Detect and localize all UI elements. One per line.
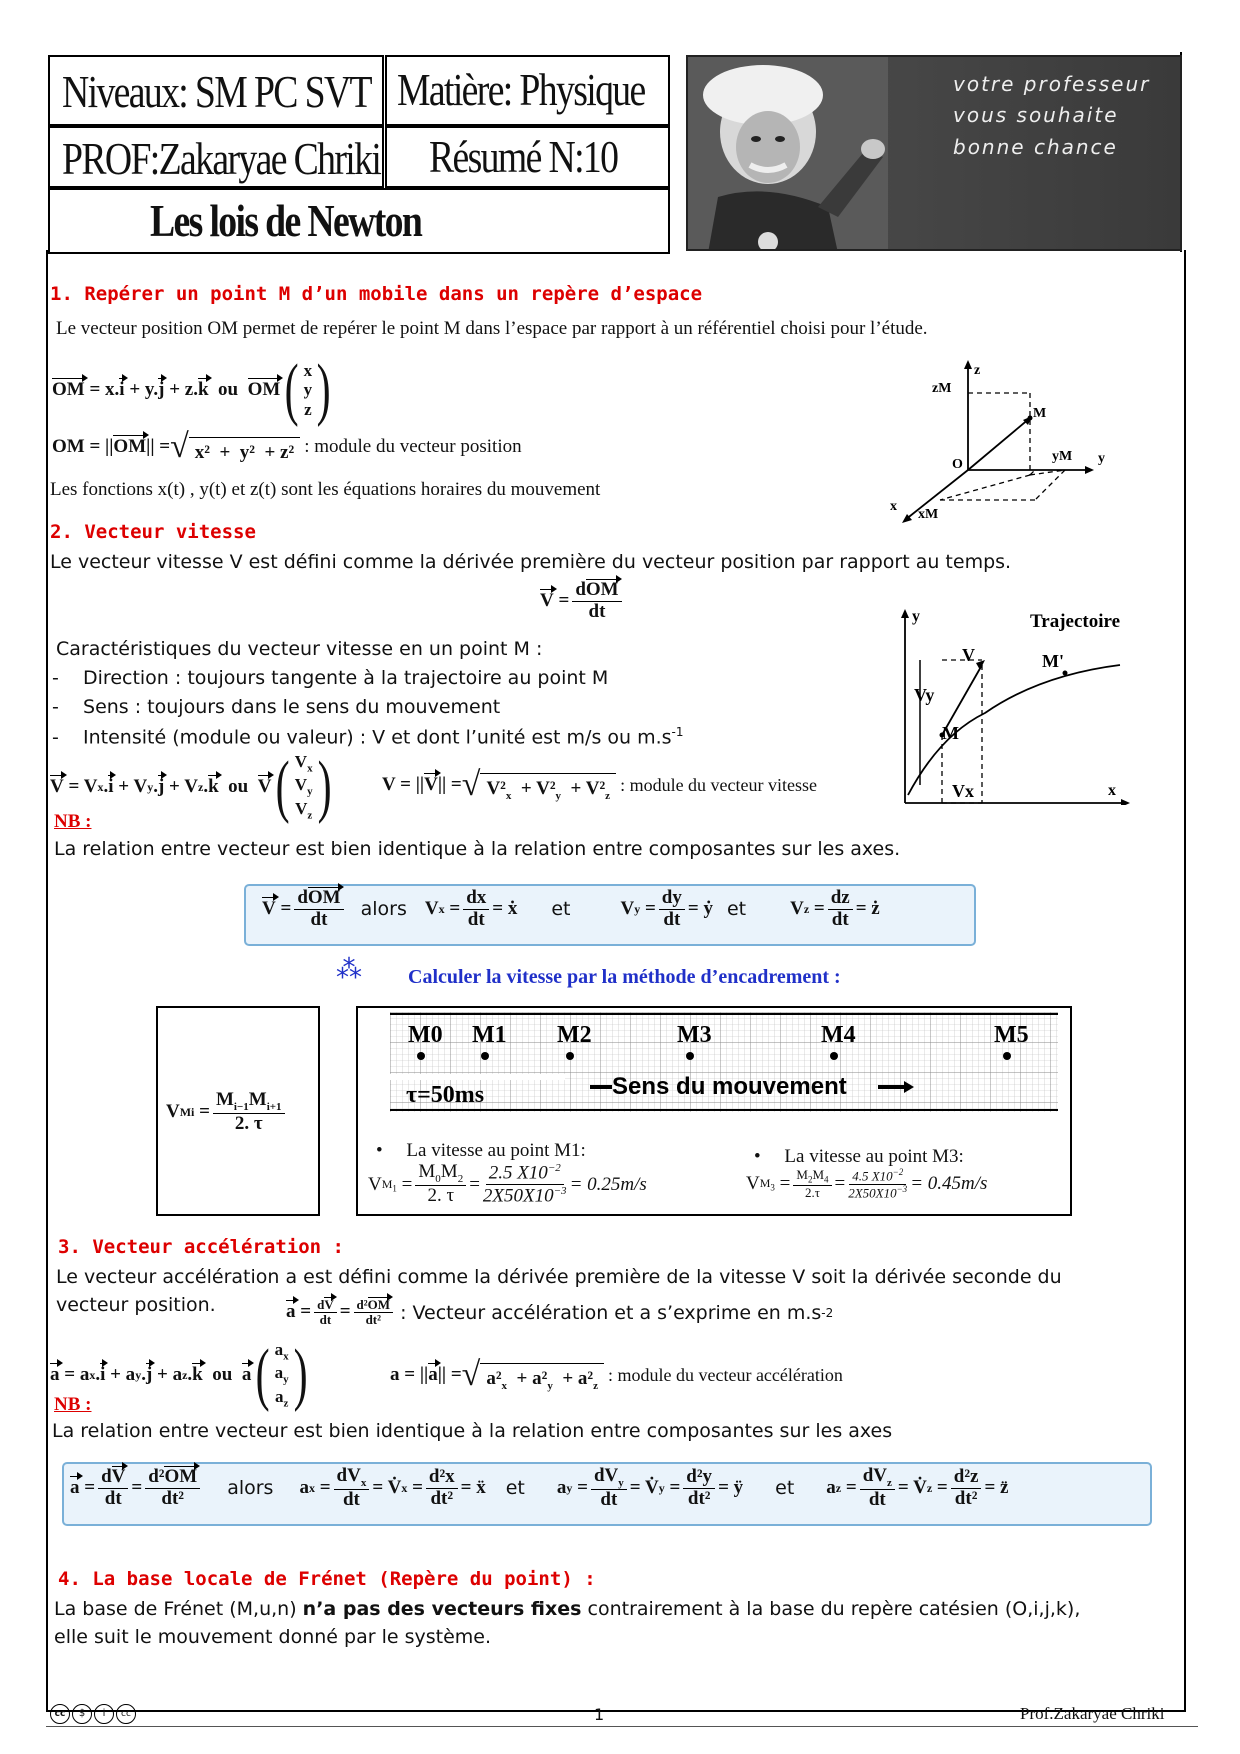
v-modulus: V = ||V|| = √ $V^2_x + V^2_y + V^2_z$ : module du vecteur vitesse [382, 766, 818, 803]
caracteristiques-intro: Caractéristiques du vecteur vitesse en un point M : [56, 638, 543, 660]
frenet-line-1b: n’a pas des vecteurs fixes [302, 1598, 582, 1620]
v3-label: • La vitesse au point M3: [754, 1146, 964, 1167]
om-decomposition: OM = x. i + y. j + z. k ou OM ( x y z ) [52, 351, 331, 428]
asterism-icon: ⁂ [336, 955, 362, 985]
section-4-heading: 4. La base locale de Frénet (Repère du point) : [58, 1568, 596, 1590]
section-1-heading: 1. Repérer un point M d’un mobile dans un repère d’espace [50, 283, 703, 305]
graph-mprime-label: M' [1042, 651, 1064, 671]
section-3-def-2: vecteur position. [56, 1294, 216, 1316]
v3-label-text: La vitesse au point M3: [784, 1146, 964, 1167]
a-derivative-formula: a = $\frac{dV}{dt}$ = $\frac{\text{d²OM}}{\text{dt²}}$ : Vecteur accélération et a s’exprime en m.s -2 [286, 1297, 834, 1328]
section-3-heading: 3. Vecteur accélération : [58, 1236, 344, 1258]
point-m3: M3 [677, 1022, 712, 1048]
header-title-cell [48, 188, 670, 254]
point-m2: M2 [557, 1022, 592, 1048]
frenet-line-1a: La base de Frénet (M,u,n) [54, 1598, 303, 1620]
bullet-sens: - Sens : toujours dans le sens du mouvement [52, 696, 501, 718]
velocity-trajectory-graph [890, 605, 1130, 805]
et-label-4: et [775, 1477, 795, 1500]
relation-text-1: La relation entre vecteur est bien identique à la relation entre composantes sur les axes. [54, 838, 901, 860]
sens-label: Sens du mouvement [612, 1073, 847, 1100]
bullet-sens-text: Sens : toujours dans le sens du mouvement [83, 696, 501, 718]
prof-label: PROF:Zakaryae Chriki [62, 133, 381, 184]
et-label-1: et [551, 898, 571, 921]
v1-result: = 0.25m/s [569, 1173, 647, 1195]
om-modulus-text: : module du vecteur position [304, 436, 522, 457]
bullet-intensite: - Intensité (module ou valeur) : V et dont l’unité est m/s ou $m.s^{-1}$ [52, 725, 684, 749]
relation-text-2: La relation entre vecteur est bien identique à la relation entre composantes sur les axes [52, 1420, 893, 1442]
banner-line-2: vous souhaite [953, 103, 1119, 127]
graph-vy-label: Vy [914, 685, 935, 705]
point-m-label: M [1033, 406, 1047, 421]
v3-formula: V $M_3$ = $\frac{M_2M_4}{2.\tau}$ = $\frac{4.5 X10^{-2}}{2X50X10^{-3}}$ = 0.45m/s [746, 1167, 988, 1201]
velocity-components-formula: V = $\frac{\text{dOM}}{dt}$ alors V x = $\frac{dx}{dt}$ = ẋ et V y = $\frac{dy}{dt}$ = ẏ et V z = $\frac{dz}{dt}$ = ż [262, 887, 880, 930]
v3-result: = 0.45m/s [910, 1173, 988, 1195]
v3-numerator: 4.5 X10 [852, 1168, 893, 1184]
repere-3d-diagram [880, 360, 1120, 530]
chronophotography-strip [390, 1012, 1058, 1112]
a-modulus-text: : module du vecteur accélération [607, 1364, 843, 1385]
acceleration-components-formula: a = $\frac{dV}{dt}$ = $\frac{\text{d²OM}}{\text{dt²}}$ alors a x = $\frac{dV_x}{dt}$ = V̇ x = $\frac{\text{d²x}}{\text{dt²}}$ = ẍ et a y = $\frac{dV_y}{dt}$ = V̇ y = $\frac{\text{d²y}}{\text{dt²}}$ = ÿ et a z = $\frac{dV_z}{dt}$ = V̇ z = $\frac{\text{d²z}}{\text{dt²}}$ = z̈ [70, 1465, 1009, 1510]
graph-y-label: y [912, 608, 920, 625]
origin-o-label: O [952, 457, 963, 472]
nb-label-1: NB : [54, 811, 92, 832]
chalkboard-banner [686, 55, 1182, 251]
nb-label-2: NB : [54, 1394, 92, 1415]
v-modulus-text: : module du vecteur vitesse [620, 774, 818, 795]
section-2-definition: Le vecteur vitesse V est défini comme la dérivée première du vecteur position par rapport au temps. [50, 551, 1012, 573]
header-resume-cell [385, 126, 670, 188]
page-title: Les lois de Newton [150, 195, 422, 246]
header-prof-cell [48, 126, 384, 188]
point-m1: M1 [472, 1022, 507, 1048]
section-4-line-2: elle suit le mouvement donné par le système. [54, 1626, 492, 1648]
trajectoire-label: Trajectoire [1030, 611, 1121, 632]
frenet-line-1c: contrairement à la base du repère catésien (O,i,j,k), [581, 1598, 1081, 1620]
section-2-heading: 2. Vecteur vitesse [50, 521, 256, 543]
niveaux-label: Niveaux: SM PC SVT [62, 66, 371, 117]
section-1-intro: Le vecteur position OM permet de repérer le point M dans l’espace par rapport à un référentiel choisi pour l’étude. [56, 318, 928, 339]
ym-label: yM [1052, 449, 1073, 464]
a-decomposition: a = a x . i + a y . j + a z . k ou a ( $a_x$ $a_y$ $a_z$ ) [50, 1336, 308, 1413]
footer-rule [46, 1726, 1198, 1727]
v-decomposition: V = V x . i + V y . j + V z . k ou V ( $V_x$ $V_y$ $V_z$ ) [50, 748, 332, 825]
et-label-2: et [726, 898, 747, 921]
point-m5: M5 [994, 1022, 1029, 1048]
header-niveaux-cell [48, 55, 384, 126]
alors-label-2: alors [227, 1477, 274, 1500]
point-m4: M4 [821, 1022, 856, 1048]
xm-label: xM [918, 507, 939, 522]
bullet-intensite-text: Intensité (module ou valeur) : V et dont l’unité est m/s ou m.s [83, 726, 672, 749]
om-modulus: OM = ||OM|| = √ x² + y² + z² : module du vecteur position [52, 428, 522, 465]
axis-y-label: y [1098, 451, 1105, 466]
encadrement-title: Calculer la vitesse par la méthode d’encadrement : [408, 966, 841, 988]
v3-denominator: 2X50X10 [848, 1185, 897, 1201]
vmi-formula: V Mi = $\frac{M_{i-1}M_{i+1}}{2. \tau}$ [166, 1090, 288, 1135]
et-label-3: et [505, 1477, 525, 1500]
section-3-def-1: Le vecteur accélération a est défini comme la dérivée première de la vitesse V soit la dérivée seconde du [56, 1266, 1062, 1288]
matiere-label: Matière: Physique [397, 64, 645, 115]
a-unit-text: : Vecteur accélération et a s’exprime en m.s [400, 1301, 822, 1324]
graph-x-label: x [1108, 782, 1116, 799]
v-equals-dom-dt: V = $\frac{\text{dOM}}{dt}$ [540, 580, 625, 623]
v1-numerator: 2.5 X10 [488, 1162, 548, 1184]
page-number: 1 [594, 1705, 605, 1724]
v1-label-text: La vitesse au point M1: [406, 1140, 586, 1161]
bullet-direction: - Direction : toujours tangente à la trajectoire au point M [52, 667, 609, 689]
axis-z-label: z [974, 363, 981, 378]
graph-vx-label: Vx [952, 781, 974, 801]
v1-formula: V $M_1$ = $\frac{M_0M_2}{2. \tau}$ = $\frac{2.5 X10^{-2}}{2X50X10^{-3}}$ = 0.25m/s [368, 1161, 647, 1207]
axis-x-label: x [890, 499, 897, 514]
v1-denominator: 2X50X10 [482, 1185, 554, 1207]
point-m0: M0 [408, 1022, 443, 1048]
alors-label-1: alors [360, 898, 407, 921]
banner-line-3: bonne chance [953, 135, 1118, 159]
tau-label: τ=50ms [406, 1082, 485, 1108]
zm-label: zM [932, 381, 952, 396]
graph-v-label: V [962, 645, 975, 665]
footer-author: Prof.Zakaryae Chriki [1020, 1704, 1165, 1723]
bullet-direction-text: Direction : toujours tangente à la trajectoire au point M [83, 667, 609, 689]
portrait-illustration [688, 57, 888, 251]
resume-label: Résumé N:10 [429, 131, 618, 182]
header-matiere-cell [385, 55, 670, 126]
cc-license-icon: cc $ i cc [50, 1704, 136, 1724]
a-modulus: a = ||a|| = √ $a^2_x + a^2_y + a^2_z$ : module du vecteur accélération [390, 1356, 843, 1393]
banner-line-1: votre professeur [953, 72, 1151, 96]
section-4-line-1 [54, 1598, 1080, 1620]
v1-label: • La vitesse au point M1: [376, 1140, 586, 1161]
section-1-horaires: Les fonctions x(t) , y(t) et z(t) sont les équations horaires du mouvement [50, 479, 601, 500]
graph-m-label: M [942, 723, 959, 743]
